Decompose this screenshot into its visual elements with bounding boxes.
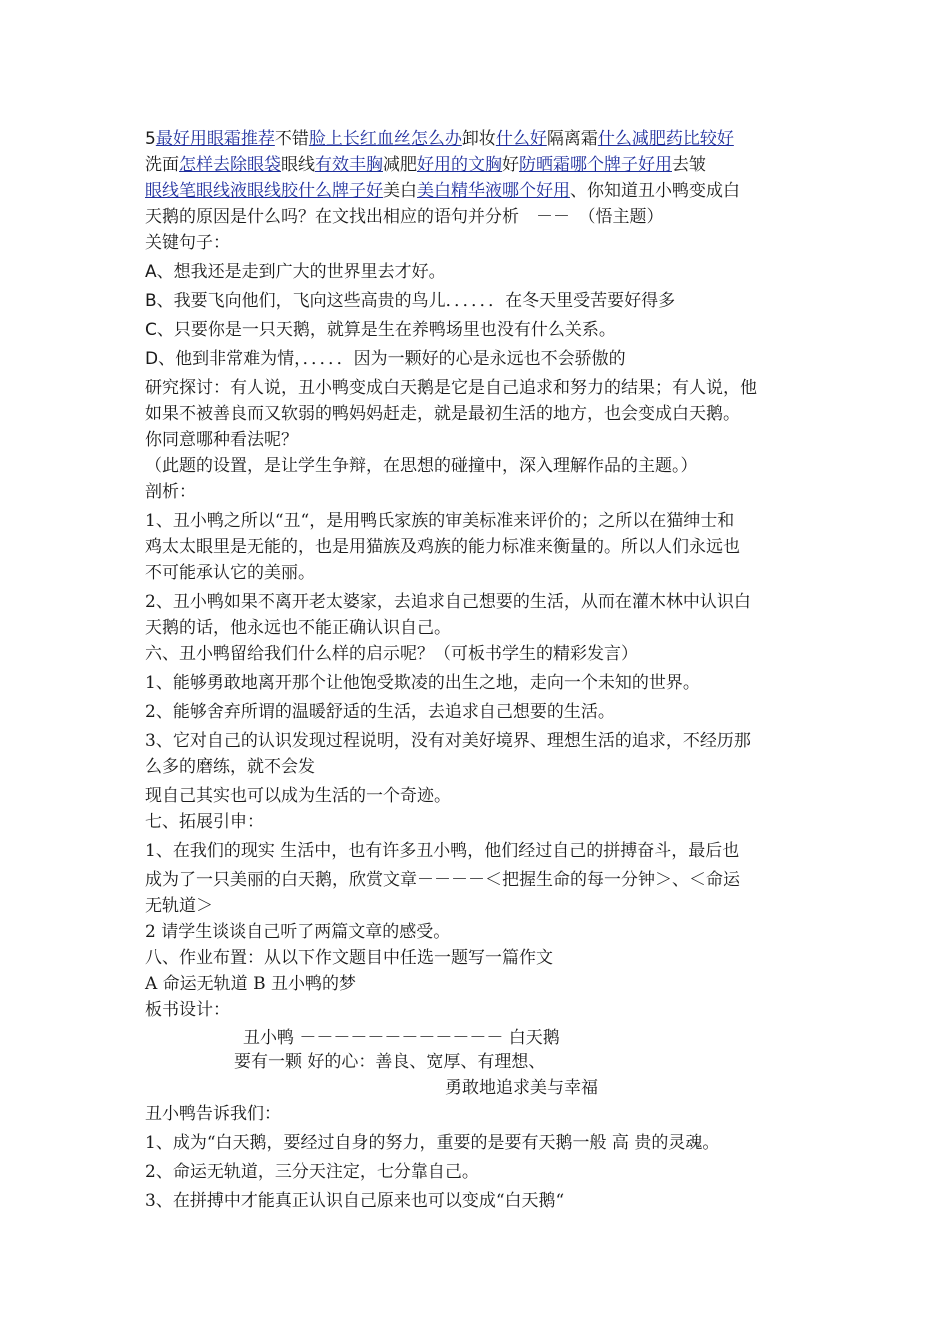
inspiration-3-line: 么多的磨练，就不会发 <box>145 757 315 777</box>
board-line-3: 勇敢地追求美与幸福 <box>445 1078 598 1098</box>
item-number: 5 <box>145 129 156 149</box>
document-page <box>145 126 815 1214</box>
body-section-2 <box>145 1101 815 1214</box>
heading-seven-extension: 七、拓展引申： <box>145 812 264 832</box>
lesson-3: 3、在拼搏中才能真正认识自己原来也可以变成“白天鹅“ <box>145 1191 565 1211</box>
link-eye-cream[interactable]: 最好用眼霜推荐 <box>155 129 275 149</box>
intro-question-end: 天鹅的原因是什么吗？在文找出相应的语句并分析 －－ （悟主题） <box>145 207 664 227</box>
link-makeup-remover[interactable]: 什么好 <box>495 129 547 149</box>
intro-paragraph <box>145 126 815 230</box>
key-sentence-b: B、我要飞向他们，飞向这些高贵的鸟儿．．．．．．在冬天里受苦要好得多 <box>145 291 676 311</box>
intro-text: 洗面 <box>145 155 179 175</box>
heading-lessons: 丑小鸭告诉我们： <box>145 1104 281 1124</box>
inspiration-2: 2、能够舍弃所谓的温暖舒适的生活，去追求自己想要的生活。 <box>145 702 615 722</box>
heading-eight-homework: 八、作业布置：从以下作文题目中任选一题写一篇作文 <box>145 948 553 968</box>
intro-text: 去皱 <box>672 155 706 175</box>
board-line-1: 丑小鸭 －－－－－－－－－－－－ 白天鹅 <box>243 1028 560 1048</box>
link-breast[interactable]: 有效丰胸 <box>315 155 383 175</box>
intro-text: 卸妆 <box>461 129 496 149</box>
homework-options: A 命运无轨道 B 丑小鸭的梦 <box>145 974 356 994</box>
board-design <box>145 1023 815 1101</box>
discussion-line: 你同意哪种看法呢？ <box>145 430 298 450</box>
intro-text: 隔离霜 <box>546 129 598 149</box>
extension-1-line: 1、在我们的现实 生活中，也有许多丑小鸭，他们经过自己的拼搏奋斗，最后也 <box>145 841 740 861</box>
intro-text: 不错 <box>274 129 309 149</box>
key-sentence-a: A、想我还是走到广大的世界里去才好。 <box>145 262 446 282</box>
body-section-1 <box>145 230 815 1023</box>
link-sunscreen[interactable]: 防晒霜哪个牌子好用 <box>519 155 672 175</box>
inspiration-3-line: 现自己其实也可以成为生活的一个奇迹。 <box>145 786 451 806</box>
analysis-1-line: 不可能承认它的美丽。 <box>145 563 315 583</box>
key-sentence-c: C、只要你是一只天鹅，就算是生在养鸭场里也没有什么关系。 <box>145 320 616 340</box>
intro-text: 美白 <box>383 181 417 201</box>
analysis-2-line: 天鹅的话，他永远也不能正确认识自己。 <box>145 618 451 638</box>
analysis-2-line: 2、丑小鸭如果不离开老太婆家，去追求自己想要的生活，从而在灌木林中认识白 <box>145 592 751 612</box>
link-red-veins[interactable]: 脸上长红血丝怎么办 <box>308 129 462 149</box>
link-bra[interactable]: 好用的文胸 <box>417 155 502 175</box>
intro-line-1 <box>145 126 815 152</box>
link-diet-pills[interactable]: 什么减肥药比较好 <box>597 129 734 149</box>
intro-text: 减肥 <box>383 155 417 175</box>
link-whitening-serum[interactable]: 美白精华液哪个好用 <box>417 181 570 201</box>
heading-key-sentences: 关键句子： <box>145 233 230 253</box>
analysis-1-line: 1、丑小鸭之所以“丑“，是用鸭氏家族的审美标准来评价的；之所以在猫绅士和 <box>145 511 735 531</box>
intro-line-2 <box>145 152 815 178</box>
intro-line-4 <box>145 204 815 230</box>
extension-1-line: 成为了一只美丽的白天鹅，欣赏文章－－－－＜把握生命的每一分钟＞、＜命运 <box>145 870 740 890</box>
analysis-1-line: 鸡太太眼里是无能的，也是用猫族及鸡族的能力标准来衡量的。所以人们永远也 <box>145 537 740 557</box>
extension-2: 2 请学生谈谈自己听了两篇文章的感受。 <box>145 922 451 942</box>
intro-line-3 <box>145 178 815 204</box>
heading-board-design: 板书设计： <box>145 1000 230 1020</box>
link-eyeliner[interactable]: 眼线笔眼线液眼线胶什么牌子好 <box>145 181 383 201</box>
heading-six-inspiration: 六、丑小鸭留给我们什么样的启示呢？（可板书学生的精彩发言） <box>145 644 638 664</box>
discussion-line: 研究探讨：有人说，丑小鸭变成白天鹅是它是自己追求和努力的结果；有人说，他 <box>145 378 757 398</box>
board-line-2: 要有一颗 好的心：善良、宽厚、有理想、 <box>234 1052 546 1072</box>
design-note: （此题的设置，是让学生争辩，在思想的碰撞中，深入理解作品的主题。） <box>145 456 698 476</box>
lesson-2: 2、命运无轨道，三分天注定，七分靠自己。 <box>145 1162 479 1182</box>
key-sentence-d: D、他到非常难为情，．．．．．因为一颗好的心是永远也不会骄傲的 <box>145 349 626 369</box>
link-eye-bags[interactable]: 怎样去除眼袋 <box>179 155 281 175</box>
lesson-1: 1、成为“白天鹅，要经过自身的努力，重要的是要有天鹅一般 高 贵的灵魂。 <box>145 1133 720 1153</box>
intro-text: 眼线 <box>281 155 315 175</box>
extension-1-line: 无轨道＞ <box>145 896 213 916</box>
inspiration-3-line: 3、它对自己的认识发现过程说明，没有对美好境界、理想生活的追求，不经历那 <box>145 731 751 751</box>
heading-analysis: 剖析： <box>145 482 196 502</box>
intro-text: 好 <box>502 155 519 175</box>
intro-question-start: 、你知道丑小鸭变成白 <box>570 181 740 201</box>
inspiration-1: 1、能够勇敢地离开那个让他饱受欺凌的出生之地，走向一个未知的世界。 <box>145 673 700 693</box>
discussion-line: 如果不被善良而又软弱的鸭妈妈赶走，就是最初生活的地方，也会变成白天鹅。 <box>145 404 740 424</box>
